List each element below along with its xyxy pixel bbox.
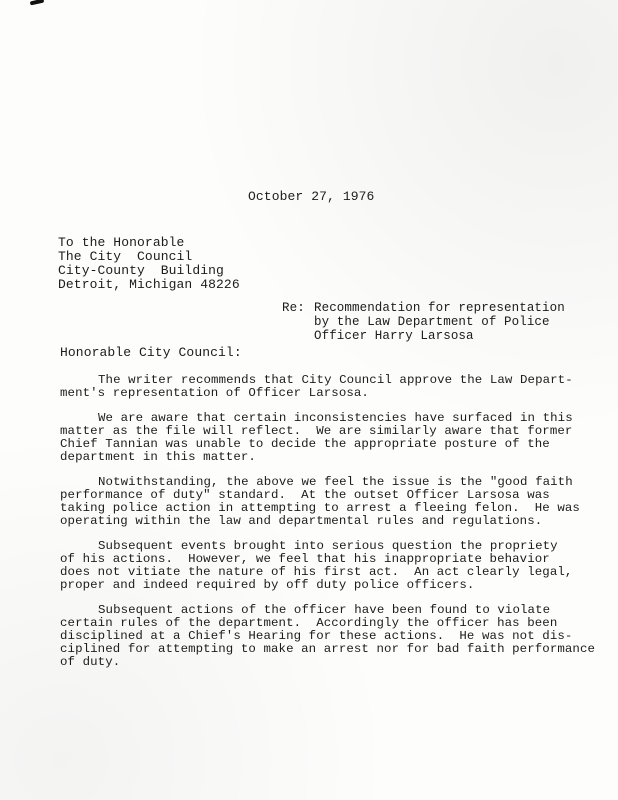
subject-label: Re: — [282, 301, 305, 315]
paragraph-line: matter as the file will reflect. We are similarly aware that former — [60, 424, 573, 438]
subject-line: Recommendation for representation — [314, 301, 565, 315]
paragraph-line: department in this matter. — [60, 450, 256, 464]
subject-line: by the Law Department of Police — [314, 315, 550, 329]
paragraph-line: disciplined at a Chief's Hearing for these actions. He was not dis- — [60, 629, 573, 643]
address-line: City-County Building — [58, 263, 224, 278]
paragraph-line: ment's representation of Officer Larsosa. — [60, 386, 369, 400]
paragraph-line: operating within the law and departmental rules and regulations. — [60, 514, 543, 528]
paragraph-line: Subsequent events brought into serious question the propriety — [98, 539, 558, 553]
paragraph-line: We are aware that certain inconsistencies have surfaced in this — [98, 411, 573, 425]
paragraph-line: The writer recommends that City Council approve the Law Depart- — [98, 373, 573, 387]
paragraph-line: proper and indeed required by off duty police officers. — [60, 578, 475, 592]
paragraph-line: Chief Tannian was unable to decide the appropriate posture of the — [60, 437, 550, 451]
paragraph-line: of duty. — [60, 655, 121, 669]
salutation: Honorable City Council: — [60, 345, 242, 360]
paragraph-line: Notwithstanding, the above we feel the issue is the "good faith — [98, 475, 573, 489]
ink-mark — [30, 0, 45, 5]
paragraph-line: of his actions. However, we feel that his inappropriate behavior — [60, 552, 550, 566]
paragraph-line: taking police action in attempting to arrest a fleeing felon. He was — [60, 501, 580, 515]
subject-line: Officer Harry Larsosa — [314, 329, 474, 343]
address-line: Detroit, Michigan 48226 — [58, 277, 240, 292]
paragraph-line: does not vitiate the nature of his first act. An act clearly legal, — [60, 565, 573, 579]
paragraph-line: ciplined for attempting to make an arrest nor for bad faith performance — [60, 642, 596, 656]
paragraph-line: Subsequent actions of the officer have been found to violate — [98, 603, 551, 617]
address-line: To the Honorable — [58, 235, 185, 250]
address-line: The City Council — [58, 249, 193, 264]
letter-date: October 27, 1976 — [248, 189, 375, 204]
paragraph-line: performance of duty" standard. At the outset Officer Larsosa was — [60, 488, 550, 502]
paragraph-line: certain rules of the department. Accordingly the officer has been — [60, 616, 558, 630]
